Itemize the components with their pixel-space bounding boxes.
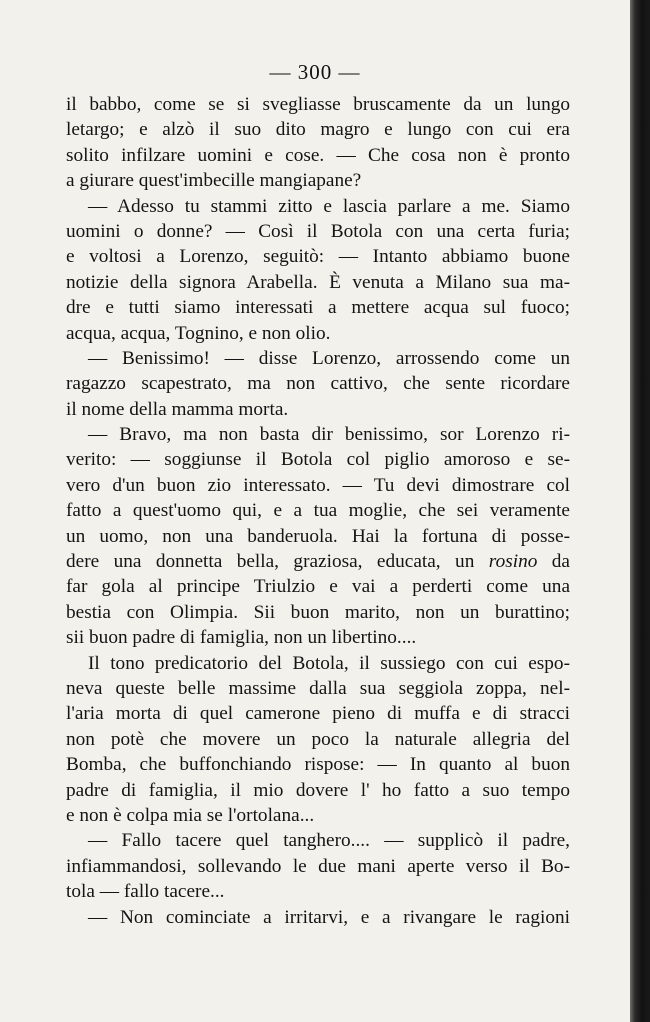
text-line: — Fallo tacere quel tanghero.... — supplicò il padre, [88, 830, 570, 852]
italic-word: rosino [488, 551, 538, 573]
text-line: il nome della mamma morta. [66, 398, 289, 420]
text-line: dre e tutti siamo interessati a mettere acqua sul fuoco; [66, 297, 570, 319]
text-line: acqua, acqua, Tognino, e non olio. [66, 322, 331, 344]
text-line: Bomba, che buffonchiando rispose: — In quanto al buon [66, 754, 570, 776]
text-line: non potè che movere un poco la naturale allegria del [66, 728, 570, 750]
text-line: — Adesso tu stammi zitto e lascia parlare a me. Siamo [88, 195, 570, 217]
text-line: — Bravo, ma non basta dir benissimo, sor Lorenzo ri- [88, 424, 570, 446]
text-line: neva queste belle massime dalla sua seggiola zoppa, nel- [66, 677, 570, 699]
page-number: — 300 — [269, 60, 361, 84]
body-text [66, 92, 570, 930]
text-line: Il tono predicatorio del Botola, il sussiego con cui espo- [88, 652, 570, 674]
text-line: notizie della signora Arabella. È venuta a Milano sua ma- [66, 271, 570, 293]
text-line: a giurare quest'imbecille mangiapane? [66, 170, 362, 192]
text-line: e voltosi a Lorenzo, seguitò: — Intanto abbiamo buone [66, 246, 570, 268]
text-line: far gola al principe Triulzio e vai a perderti come una [66, 576, 570, 598]
text-line: — Non cominciate a irritarvi, e a rivangare le ragioni [88, 906, 570, 928]
text-line: un uomo, non una banderuola. Hai la fortuna di posse- [66, 525, 570, 547]
text-line: e non è colpa mia se l'ortolana... [66, 804, 315, 826]
text-line: vero d'un buon zio interessato. — Tu devi dimostrare col [66, 474, 570, 496]
text-line: uomini o donne? — Così il Botola con una certa furia; [66, 220, 570, 242]
text-line: il babbo, come se si svegliasse bruscamente da un lungo [66, 94, 570, 115]
text-line: fatto a quest'uomo qui, e a tua moglie, che sei veramente [66, 500, 570, 522]
text-line: bestia con Olimpia. Sii buon marito, non un burattino; [66, 601, 570, 623]
text-line: sii buon padre di famiglia, non un libertino.... [66, 627, 417, 649]
text-line: ragazzo scapestrato, ma non cattivo, che sente ricordare [66, 373, 570, 395]
text-line: letargo; e alzò il suo dito magro e lungo con cui era [66, 119, 570, 141]
text-line: dere una donnetta bella, graziosa, educata, un rosino da [66, 551, 570, 573]
text-line: infiammandosi, sollevando le due mani aperte verso il Bo- [66, 855, 570, 877]
text-line: — Benissimo! — disse Lorenzo, arrossendo come un [88, 347, 570, 369]
text-line: tola — fallo tacere... [66, 881, 225, 903]
text-line: verito: — soggiunse il Botola col piglio amoroso e se- [66, 449, 570, 471]
page-edge-shadow [630, 0, 650, 1022]
text-line: solito infilzare uomini e cose. — Che cosa non è pronto [66, 144, 570, 166]
text-line: l'aria morta di quel camerone pieno di muffa e di stracci [66, 703, 570, 725]
text-line: padre di famiglia, il mio dovere l' ho fatto a suo tempo [66, 779, 570, 801]
